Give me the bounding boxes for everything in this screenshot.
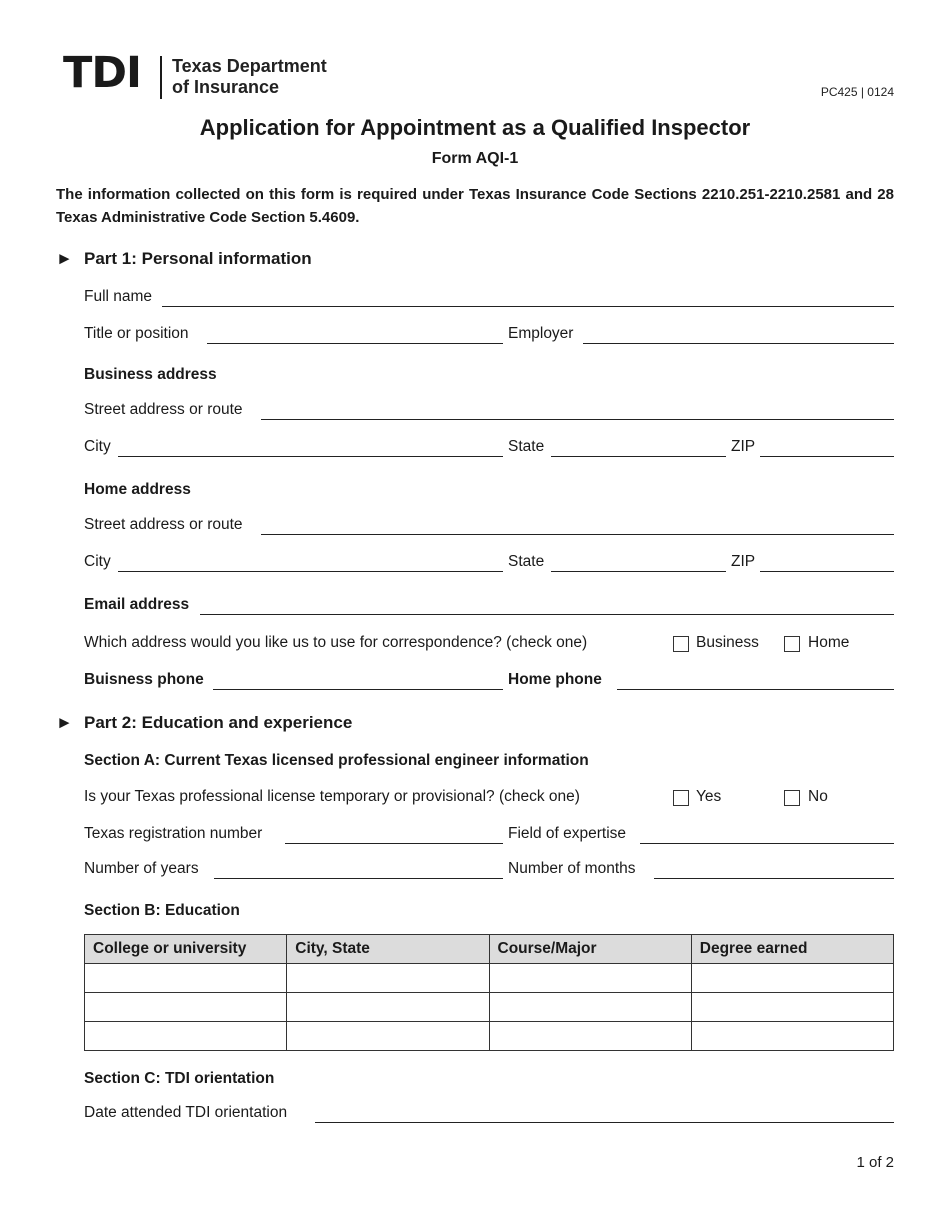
- home-zip-label: ZIP: [731, 553, 756, 570]
- table-cell[interactable]: [489, 964, 691, 993]
- business-phone-label: Buisness phone: [84, 671, 204, 688]
- table-cell[interactable]: [85, 1022, 287, 1051]
- no-option-label: No: [808, 788, 828, 805]
- correspondence-question: Which address would you like us to use for correspondence? (check one): [84, 634, 588, 651]
- title-position-label: Title or position: [84, 325, 189, 342]
- employer-label: Employer: [508, 325, 574, 342]
- title-position-field[interactable]: [207, 343, 503, 344]
- business-street-label: Street address or route: [84, 401, 243, 418]
- table-cell[interactable]: [287, 993, 489, 1022]
- business-city-label: City: [84, 438, 111, 455]
- agency-name: [172, 56, 327, 98]
- no-checkbox[interactable]: [784, 790, 800, 806]
- email-label: Email address: [84, 596, 190, 613]
- number-of-years-field[interactable]: [214, 878, 503, 879]
- home-city-label: City: [84, 553, 111, 570]
- yes-option-label: Yes: [696, 788, 722, 805]
- email-field[interactable]: [200, 614, 894, 615]
- home-state-field[interactable]: [551, 571, 726, 572]
- home-phone-label: Home phone: [508, 671, 602, 688]
- table-cell[interactable]: [691, 993, 893, 1022]
- section-a-heading: Section A: Current Texas licensed professional engineer information: [84, 752, 589, 769]
- page-number: 1 of 2: [856, 1154, 894, 1171]
- home-street-field[interactable]: [261, 534, 894, 535]
- form-subtitle: Form AQI-1: [431, 150, 519, 167]
- full-name-label: Full name: [84, 288, 153, 305]
- table-cell[interactable]: [287, 964, 489, 993]
- table-cell[interactable]: [489, 993, 691, 1022]
- section-c-heading: Section C: TDI orientation: [84, 1070, 275, 1087]
- column-header: Degree earned: [691, 935, 893, 964]
- business-state-field[interactable]: [551, 456, 726, 457]
- date-attended-field[interactable]: [315, 1122, 894, 1123]
- field-of-expertise-label: Field of expertise: [508, 825, 627, 842]
- home-city-field[interactable]: [118, 571, 503, 572]
- agency-name-line2: of Insurance: [172, 77, 280, 97]
- table-row: [85, 964, 894, 993]
- table-cell[interactable]: [85, 993, 287, 1022]
- part1-heading-text: Part 1: Personal information: [84, 249, 312, 268]
- part2-heading: [56, 713, 352, 733]
- page-title: Application for Appointment as a Qualified Inspector: [199, 115, 751, 140]
- business-city-field[interactable]: [118, 456, 503, 457]
- registration-number-label: Texas registration number: [84, 825, 263, 842]
- yes-checkbox[interactable]: [673, 790, 689, 806]
- part1-heading: [56, 249, 312, 269]
- form-code: PC425 | 0124: [820, 85, 894, 99]
- number-of-years-label: Number of years: [84, 860, 199, 877]
- column-header: City, State: [287, 935, 489, 964]
- agency-name-line1: Texas Department: [172, 56, 327, 76]
- business-address-heading: Business address: [84, 366, 217, 383]
- table-row: [85, 993, 894, 1022]
- employer-field[interactable]: [583, 343, 894, 344]
- table-header-row: [85, 935, 894, 964]
- date-attended-label: Date attended TDI orientation: [84, 1104, 288, 1121]
- arrow-right-icon: ►: [56, 249, 73, 268]
- number-of-months-label: Number of months: [508, 860, 636, 877]
- home-state-label: State: [508, 553, 545, 570]
- license-question: Is your Texas professional license temporary or provisional? (check one): [84, 788, 580, 805]
- section-b-heading: Section B: Education: [84, 902, 240, 919]
- business-option-label: Business: [696, 634, 759, 651]
- home-option-label: Home: [808, 634, 850, 651]
- business-checkbox[interactable]: [673, 636, 689, 652]
- table-cell[interactable]: [85, 964, 287, 993]
- home-checkbox[interactable]: [784, 636, 800, 652]
- table-cell[interactable]: [489, 1022, 691, 1051]
- table-cell[interactable]: [691, 1022, 893, 1051]
- business-zip-label: ZIP: [731, 438, 756, 455]
- column-header: Course/Major: [489, 935, 691, 964]
- home-street-label: Street address or route: [84, 516, 243, 533]
- business-zip-field[interactable]: [760, 456, 894, 457]
- table-cell[interactable]: [691, 964, 893, 993]
- home-address-heading: Home address: [84, 481, 191, 498]
- arrow-right-icon: ►: [56, 713, 73, 732]
- column-header: College or university: [85, 935, 287, 964]
- part2-heading-text: Part 2: Education and experience: [84, 713, 353, 732]
- number-of-months-field[interactable]: [654, 878, 894, 879]
- field-of-expertise-field[interactable]: [640, 843, 894, 844]
- business-street-field[interactable]: [261, 419, 894, 420]
- home-zip-field[interactable]: [760, 571, 894, 572]
- intro-text: The information collected on this form is required under Texas Insurance Code Sections 2210.251-2210.2581 and 28 Texas Administrative Code Section 5.4609.: [56, 186, 894, 226]
- table-row: [85, 1022, 894, 1051]
- table-cell[interactable]: [287, 1022, 489, 1051]
- registration-number-field[interactable]: [285, 843, 503, 844]
- tdi-logo: TDI: [63, 48, 142, 98]
- business-state-label: State: [508, 438, 545, 455]
- full-name-field[interactable]: [162, 306, 894, 307]
- education-table: [84, 934, 894, 1051]
- business-phone-field[interactable]: [213, 689, 503, 690]
- home-phone-field[interactable]: [617, 689, 894, 690]
- logo-divider: [160, 56, 162, 99]
